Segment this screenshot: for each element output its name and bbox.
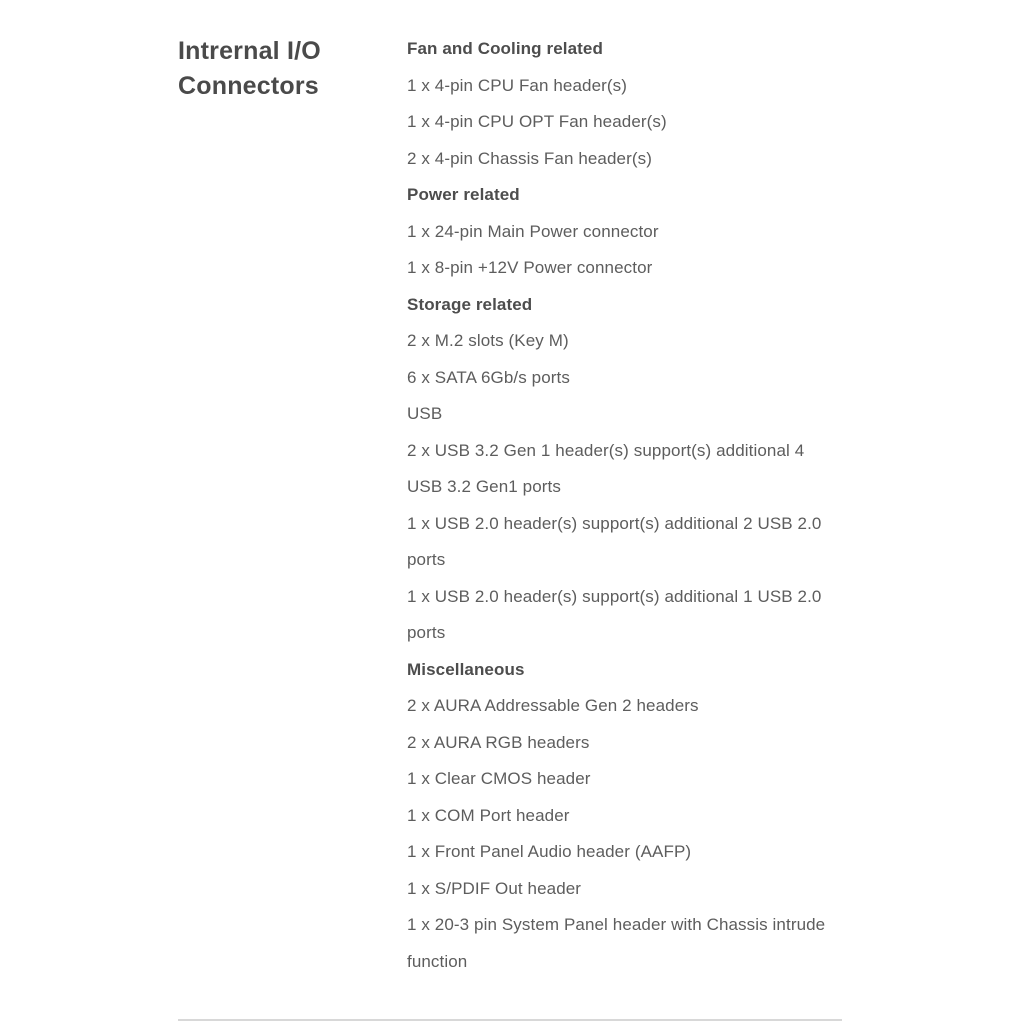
spec-row-title: Intrernal I/O Connectors <box>178 37 321 100</box>
spec-line: 1 x COM Port header <box>407 805 570 825</box>
spec-group-header: Fan and Cooling related <box>407 39 603 58</box>
spec-line: 1 x 4-pin CPU OPT Fan header(s) <box>407 112 667 131</box>
spec-line: 2 x 4-pin Chassis Fan header(s) <box>407 148 652 168</box>
spec-line: 1 x 20-3 pin System Panel header with Chassis intrude function <box>407 915 826 971</box>
spec-line: 2 x USB 3.2 Gen 1 header(s) support(s) additional 4 USB 3.2 Gen1 ports <box>407 440 805 496</box>
spec-line: 6 x SATA 6Gb/s ports <box>407 367 570 387</box>
spec-group-header: Storage related <box>407 294 533 314</box>
spec-group-header: Miscellaneous <box>407 659 525 679</box>
spec-line: 2 x AURA RGB headers <box>407 732 590 752</box>
spec-line: 1 x S/PDIF Out header <box>407 878 582 898</box>
spec-values-list <box>407 31 831 980</box>
spec-line: 1 x 24-pin Main Power connector <box>407 221 659 241</box>
spec-line: 1 x Clear CMOS header <box>407 769 591 788</box>
spec-line: 1 x USB 2.0 header(s) support(s) additional 2 USB 2.0 ports <box>407 513 822 569</box>
spec-group-header: Power related <box>407 185 520 204</box>
spec-line: USB <box>407 404 443 423</box>
spec-line: 1 x 4-pin CPU Fan header(s) <box>407 75 628 95</box>
spec-line: 2 x AURA Addressable Gen 2 headers <box>407 696 699 715</box>
spec-line: 1 x Front Panel Audio header (AAFP) <box>407 842 692 861</box>
section-divider <box>178 1019 842 1021</box>
spec-line: 2 x M.2 slots (Key M) <box>407 331 569 350</box>
spec-line: 1 x 8-pin +12V Power connector <box>407 258 653 277</box>
spec-line: 1 x USB 2.0 header(s) support(s) additional 1 USB 2.0 ports <box>407 586 822 642</box>
